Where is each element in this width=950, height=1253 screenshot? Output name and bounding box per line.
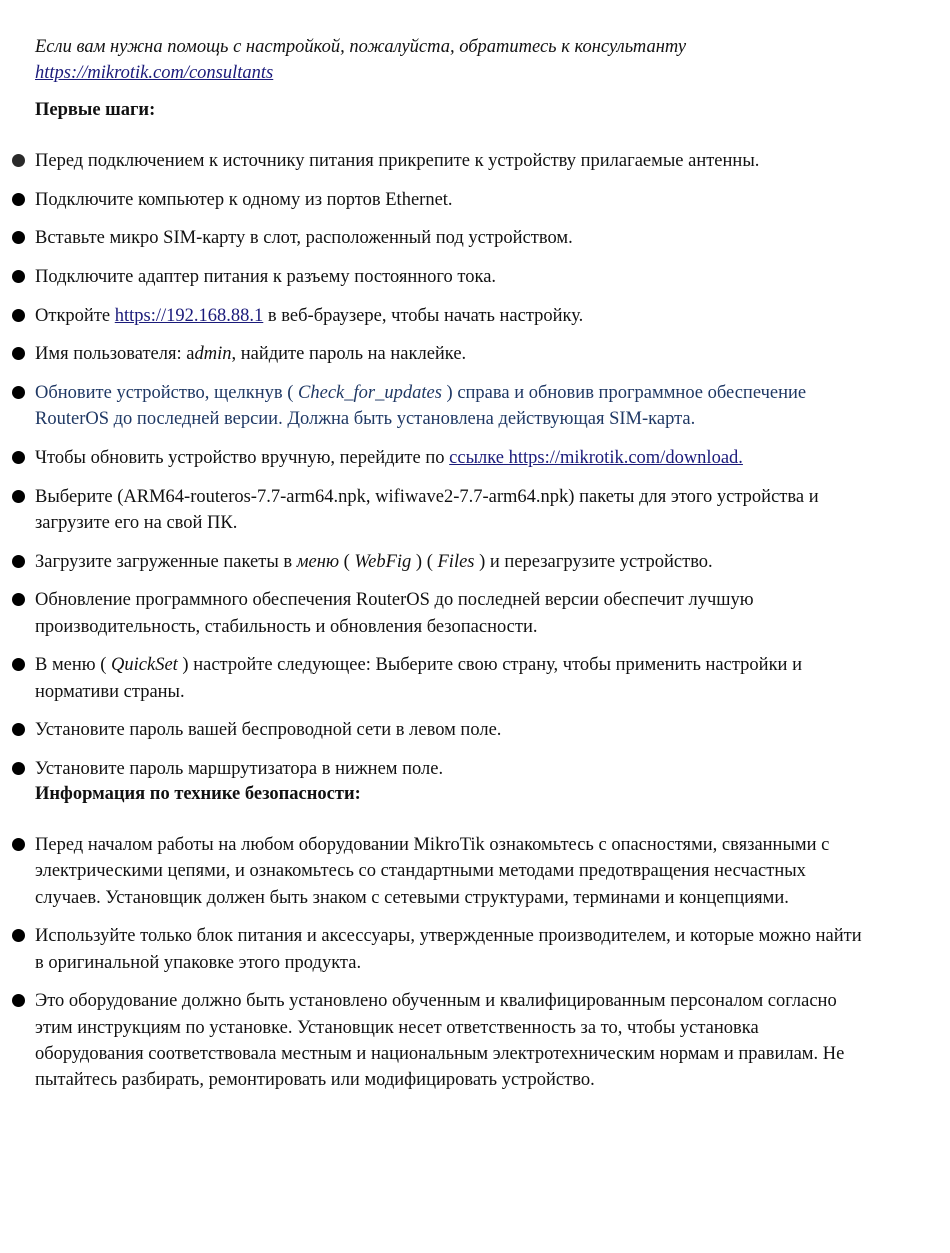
download-link[interactable]: ссылке https://mikrotik.com/download.	[449, 448, 743, 469]
list-item	[0, 832, 865, 911]
list-item-text: ) и перезагрузите устройство.	[474, 551, 713, 572]
list-item-text: Загрузите загруженные пакеты в	[35, 551, 297, 572]
list-item-text: Выберите (ARM64-routeros-7.7-arm64.npk, wifiwave2-7.7-arm64.npk) пакеты для этого устройства и загрузите его на свой ПК.	[35, 486, 819, 534]
list-item	[0, 341, 865, 367]
list-item	[0, 923, 865, 976]
bullet-icon	[12, 309, 25, 322]
consultants-link[interactable]: https://mikrotik.com/consultants	[35, 63, 274, 83]
list-item-text: В меню (	[35, 655, 112, 676]
list-item-text: Обновление программного обеспечения RouterOS до последней версии обеспечит лучшую производительность, стабильность и обновления безопасности.	[35, 590, 754, 637]
list-item-text: Подключите компьютер к одному из портов Ethernet.	[35, 189, 453, 210]
safety-list	[0, 832, 950, 1106]
list-item-text: Имя пользователя: a	[35, 344, 195, 365]
list-item	[0, 264, 865, 290]
list-item	[0, 148, 865, 174]
webfig-label: WebFig	[354, 551, 412, 572]
bullet-icon	[12, 386, 25, 399]
username-emphasis: dmin	[194, 344, 232, 365]
bullet-icon	[12, 593, 25, 606]
list-item	[0, 756, 865, 782]
list-item-text: ) (	[411, 551, 438, 572]
bullet-icon	[12, 490, 25, 503]
list-item-text: Подключите адаптер питания к разъему постоянного тока.	[35, 267, 497, 288]
bullet-icon	[12, 762, 25, 775]
list-item-text: Перед подключением к источнику питания прикрепите к устройству прилагаемые антенны.	[35, 151, 760, 171]
list-item-text: Чтобы обновить устройство вручную, перейдите по	[35, 448, 450, 469]
list-item-text: ) справа и обновив программное обеспечение RouterOS до последней версии. Должна быть установлена действующая SIM-карта.	[35, 383, 807, 430]
check-for-updates-label: Check_for_updates	[298, 383, 442, 404]
list-item	[0, 187, 865, 213]
bullet-icon	[12, 231, 25, 244]
bullet-icon	[12, 723, 25, 736]
list-item-text: (	[339, 551, 355, 572]
bullet-icon	[12, 929, 25, 942]
list-item	[0, 303, 865, 329]
list-item-text: ) настройте следующее: Выберите свою страну, чтобы применить настройки и нормативи страны.	[35, 655, 802, 702]
bullet-icon	[12, 347, 25, 360]
bullet-icon	[12, 838, 25, 851]
list-item-text: Установите пароль вашей беспроводной сети в левом поле.	[35, 720, 502, 741]
list-item	[0, 587, 865, 640]
bullet-icon	[12, 270, 25, 283]
list-item-text: Обновите устройство, щелкнув (	[35, 383, 299, 404]
list-item-text: Установите пароль маршрутизатора в нижнем поле.	[35, 759, 444, 780]
list-item	[0, 652, 865, 705]
list-item	[0, 445, 865, 471]
intro-text: Если вам нужна помощь с настройкой, пожалуйста, обратитесь к консультанту	[35, 37, 687, 57]
bullet-icon	[12, 451, 25, 464]
first-steps-list	[0, 148, 950, 782]
bullet-icon	[12, 555, 25, 568]
list-item-text: Вставьте микро SIM-карту в слот, расположенный под устройством.	[35, 228, 573, 249]
list-item	[0, 484, 865, 537]
menu-emphasis: меню	[296, 551, 339, 572]
router-address-link[interactable]: https://192.168.88.1	[114, 305, 264, 326]
first-steps-heading: Первые шаги:	[35, 100, 156, 120]
safety-heading: Информация по технике безопасности:	[35, 784, 361, 804]
bullet-icon	[12, 658, 25, 671]
list-item	[0, 225, 865, 251]
list-item-text: , найдите пароль на наклейке.	[231, 344, 467, 365]
list-item-text: Это оборудование должно быть установлено обученным и квалифицированным персоналом согласно этим инструкциям по установке. Установщик несет ответственность за то, чтобы установка оборудования соответствовала местным и национальным электротехническим нормам и правилам. Не пытайтесь разбирать, ремонтировать или модифицировать устройство.	[35, 991, 845, 1091]
list-item-text: Используйте только блок питания и аксессуары, утвержденные производителем, и которые можно найти в оригинальной упаковке этого продукта.	[35, 926, 862, 973]
list-item-text: Откройте	[35, 305, 115, 326]
bullet-icon	[12, 154, 25, 167]
list-item-text: Перед началом работы на любом оборудовании MikroTik ознакомьтесь с опасностями, связанными с электрическими цепями, и ознакомьтесь со стандартными методами предотвращения несчастных случаев. Установщик должен быть знаком с сетевыми структурами, терминами и концепциями.	[35, 835, 830, 908]
files-label: Files	[437, 551, 475, 572]
list-item	[0, 717, 865, 743]
list-item-text: в веб-браузере, чтобы начать настройку.	[263, 305, 584, 326]
bullet-icon	[12, 994, 25, 1007]
quickset-label: QuickSet	[111, 655, 178, 676]
list-item	[0, 380, 865, 433]
list-item	[0, 549, 865, 575]
list-item	[0, 988, 865, 1093]
intro-paragraph	[35, 34, 735, 86]
bullet-icon	[12, 193, 25, 206]
